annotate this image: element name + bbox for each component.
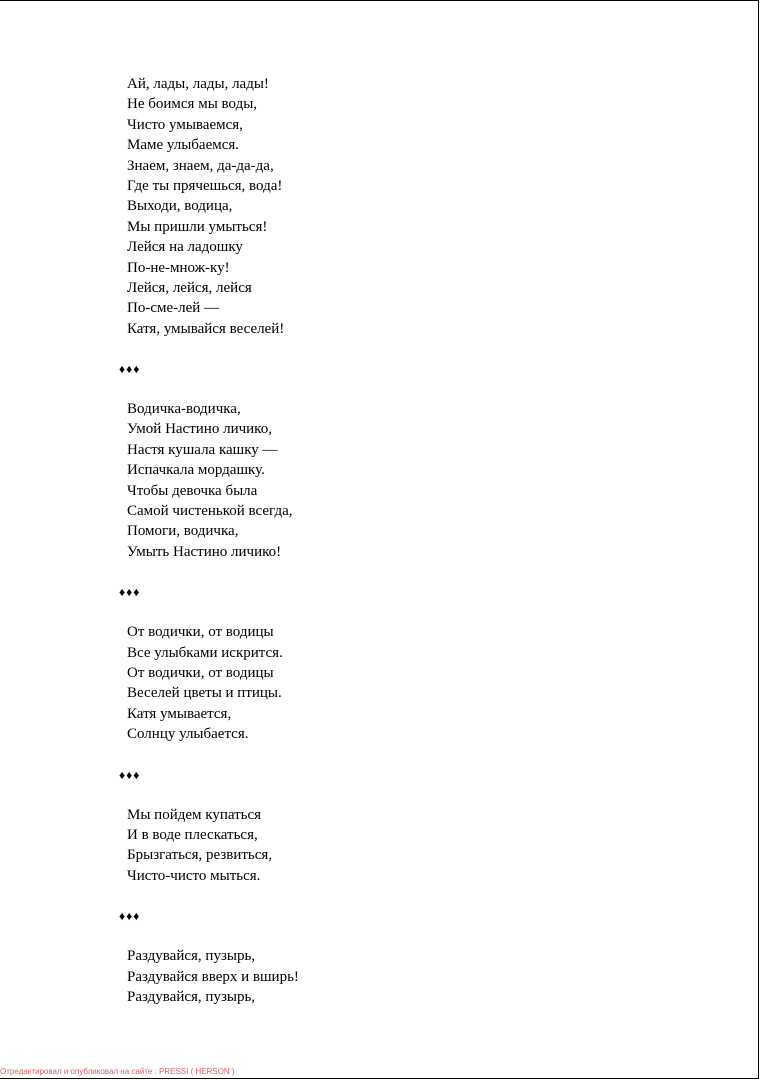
poem-line: Знаем, знаем, да-да-да, bbox=[127, 157, 274, 174]
stanza-5 bbox=[127, 946, 679, 1007]
stanza-4 bbox=[127, 805, 679, 887]
poem-line: Солнцу улыбается. bbox=[127, 726, 249, 743]
poem-line: Чтобы девочка была bbox=[127, 482, 258, 499]
poem-line: Самой чистенькой всегда, bbox=[127, 503, 293, 520]
poem-line: Мы пойдем купаться bbox=[127, 806, 262, 823]
poem-line: Выходи, водица, bbox=[127, 198, 233, 215]
publisher-credit: Отредактировал и опубликовал на сайте : PRESSI ( HERSON ) bbox=[0, 1067, 235, 1076]
stanza-separator: ♦♦♦ bbox=[119, 909, 141, 924]
poem-line: Лейся на ладошку bbox=[127, 239, 243, 256]
poem-line: Катя умывается, bbox=[127, 705, 232, 722]
poem-line: Раздувайся вверх и вширь! bbox=[127, 968, 299, 985]
poem-line: По-сме-лей — bbox=[127, 300, 220, 317]
poem-line: Умой Настино личико, bbox=[127, 421, 272, 438]
poem-line: Катя, умывайся веселей! bbox=[127, 320, 285, 337]
poem-line: Где ты прячешься, вода! bbox=[127, 177, 283, 194]
poem-content bbox=[119, 74, 679, 1007]
poem-line: От водички, от водицы bbox=[127, 664, 274, 681]
poem-line: Мы пришли умыться! bbox=[127, 218, 268, 235]
poem-line: Не боимся мы воды, bbox=[127, 96, 258, 113]
stanza-3 bbox=[127, 622, 679, 744]
stanza-2 bbox=[127, 399, 679, 562]
poem-line: Чисто умываемся, bbox=[127, 116, 243, 133]
poem-line: Раздувайся, пузырь, bbox=[127, 948, 256, 965]
poem-line: Помоги, водичка, bbox=[127, 523, 239, 540]
poem-line: Лейся, лейся, лейся bbox=[127, 279, 252, 296]
poem-line: Маме улыбаемся. bbox=[127, 137, 240, 154]
poem-line: Все улыбками искрится. bbox=[127, 644, 283, 661]
poem-line: От водички, от водицы bbox=[127, 624, 274, 641]
stanza-1 bbox=[127, 74, 679, 339]
stanza-separator: ♦♦♦ bbox=[119, 362, 141, 377]
stanza-separator: ♦♦♦ bbox=[119, 767, 141, 782]
poem-line: Веселей цветы и птицы. bbox=[127, 685, 282, 702]
poem-line: Испачкала мордашку. bbox=[127, 462, 265, 479]
poem-line: Чисто-чисто мыться. bbox=[127, 867, 261, 884]
poem-line: Умыть Настино личико! bbox=[127, 543, 282, 560]
poem-line: Раздувайся, пузырь, bbox=[127, 988, 256, 1005]
poem-line: По-не-множ-ку! bbox=[127, 259, 230, 276]
poem-line: Водичка-водичка, bbox=[127, 401, 241, 418]
stanza-separator: ♦♦♦ bbox=[119, 585, 141, 600]
poem-line: Ай, лады, лады, лады! bbox=[127, 76, 269, 92]
poem-line: Настя кушала кашку — bbox=[127, 441, 278, 458]
poem-line: И в воде плескаться, bbox=[127, 826, 258, 843]
poem-line: Брызгаться, резвиться, bbox=[127, 847, 273, 864]
